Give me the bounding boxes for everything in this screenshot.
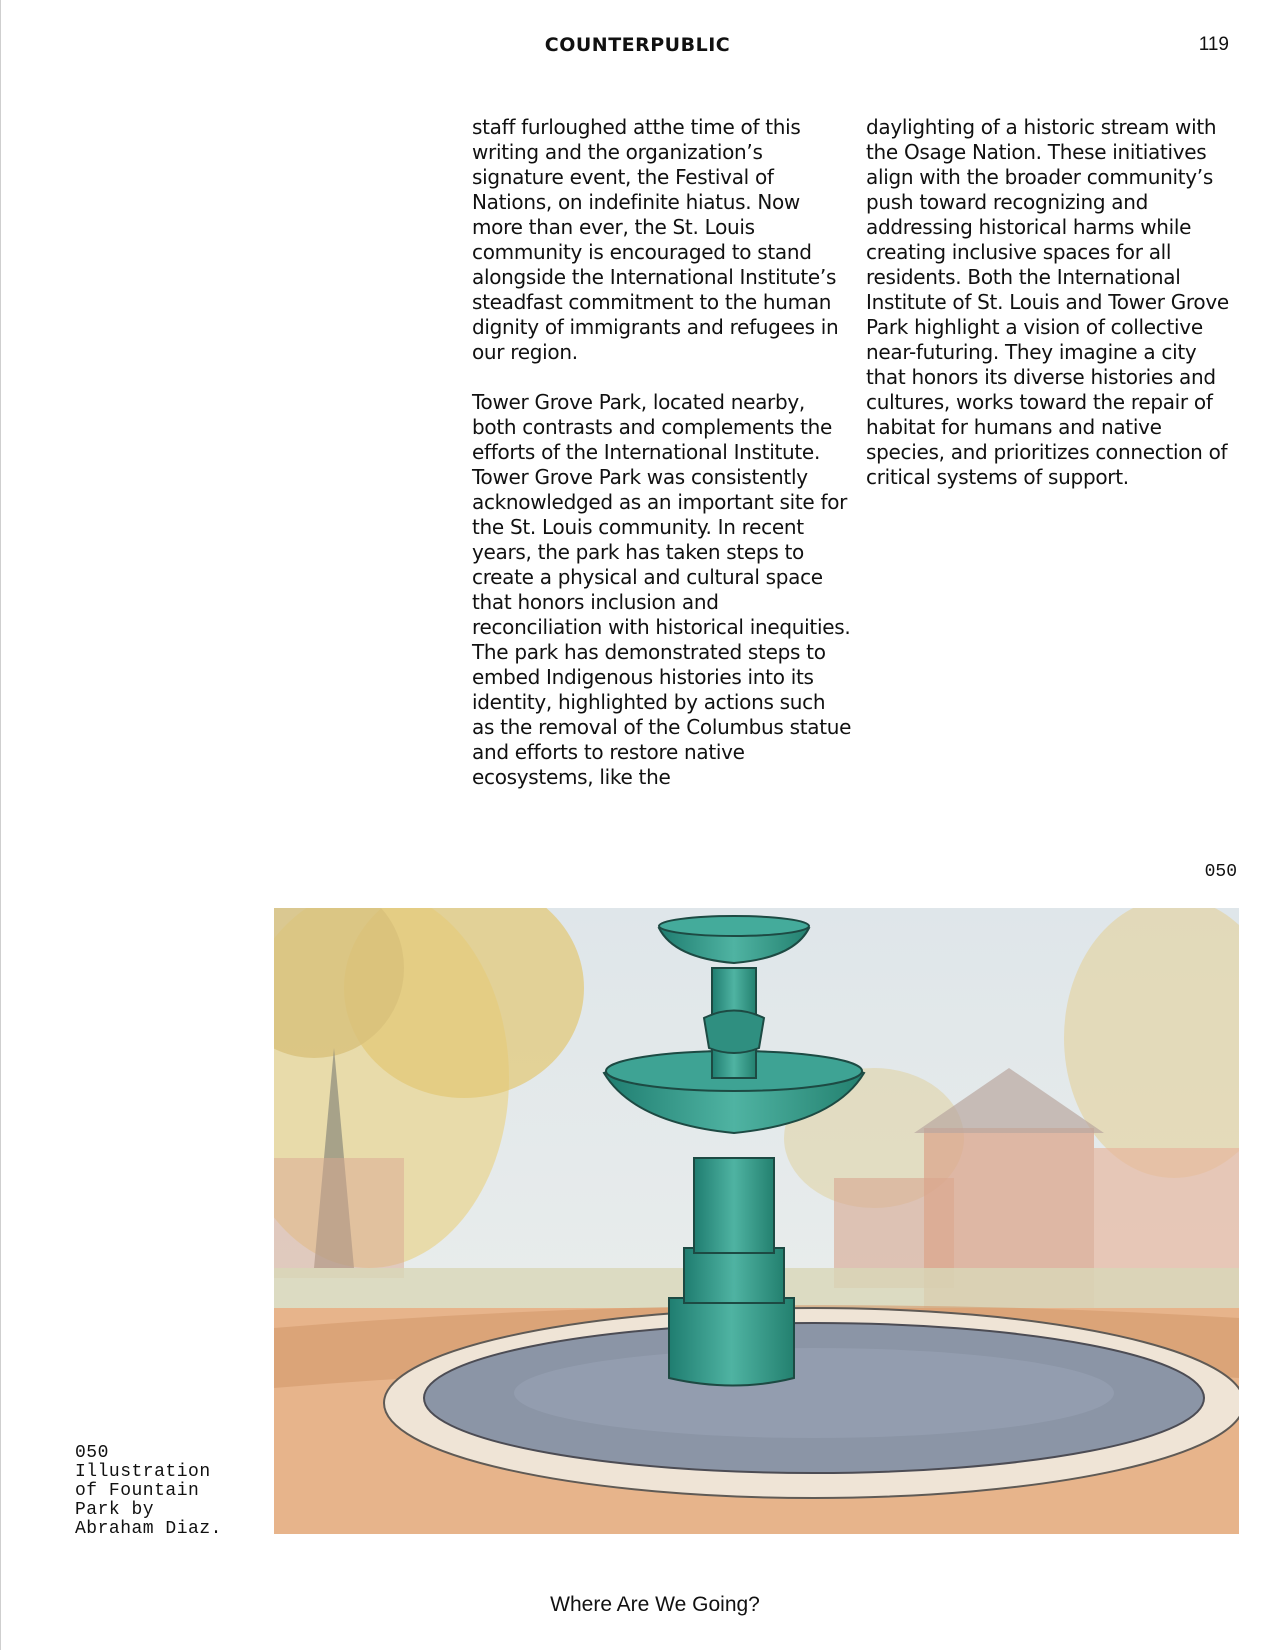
fountain-illustration: [274, 908, 1239, 1534]
figure-number: 050: [1204, 862, 1237, 882]
section-title: Where Are We Going?: [550, 1593, 760, 1616]
caption-line: of Fountain: [75, 1481, 200, 1501]
column-1-paragraph-2: Tower Grove Park, located nearby, both contrasts and complements the efforts of the International Institute. Tower Grove Park was consistently acknowledged as an important site for the St. Louis community. In recent years, the park has taken steps to create a physical and cultural space that honors inclusion and reconciliation with historical inequities. The park has demonstrated steps to embed Indigenous histories into its identity, highlighted by actions such as the removal of the Columbus statue and efforts to restore native ecosystems, like the: [472, 390, 852, 789]
figure-caption: [75, 1444, 255, 1539]
publication-logo: COUNTERPUBLIC: [544, 34, 731, 56]
page-edge-rule: [0, 0, 1, 1650]
article-column-1: [472, 115, 852, 815]
page-number: 119: [1198, 34, 1229, 55]
caption-line: Abraham Diaz.: [75, 1519, 222, 1539]
caption-line: 050: [75, 1443, 109, 1463]
caption-line: Park by: [75, 1500, 155, 1520]
caption-line: Illustration: [75, 1462, 211, 1482]
column-2-paragraph-1: daylighting of a historic stream with the Osage Nation. These initiatives align with the broader community’s push toward recognizing and addressing historical harms while creating inclusive spaces for all residents. Both the International Institute of St. Louis and Tower Grove Park highlight a vision of collective near-futuring. They imagine a city that honors its diverse histories and cultures, works toward the repair of habitat for humans and native species, and prioritizes connection of critical systems of support.: [866, 115, 1229, 489]
column-1-paragraph-1: staff furloughed atthe time of this writing and the organization’s signature event, the Festival of Nations, on indefinite hiatus. Now more than ever, the St. Louis community is encouraged to stand alongside the International Institute’s steadfast commitment to the human dignity of immigrants and refugees in our region.: [472, 115, 839, 364]
article-column-2: [866, 115, 1236, 515]
